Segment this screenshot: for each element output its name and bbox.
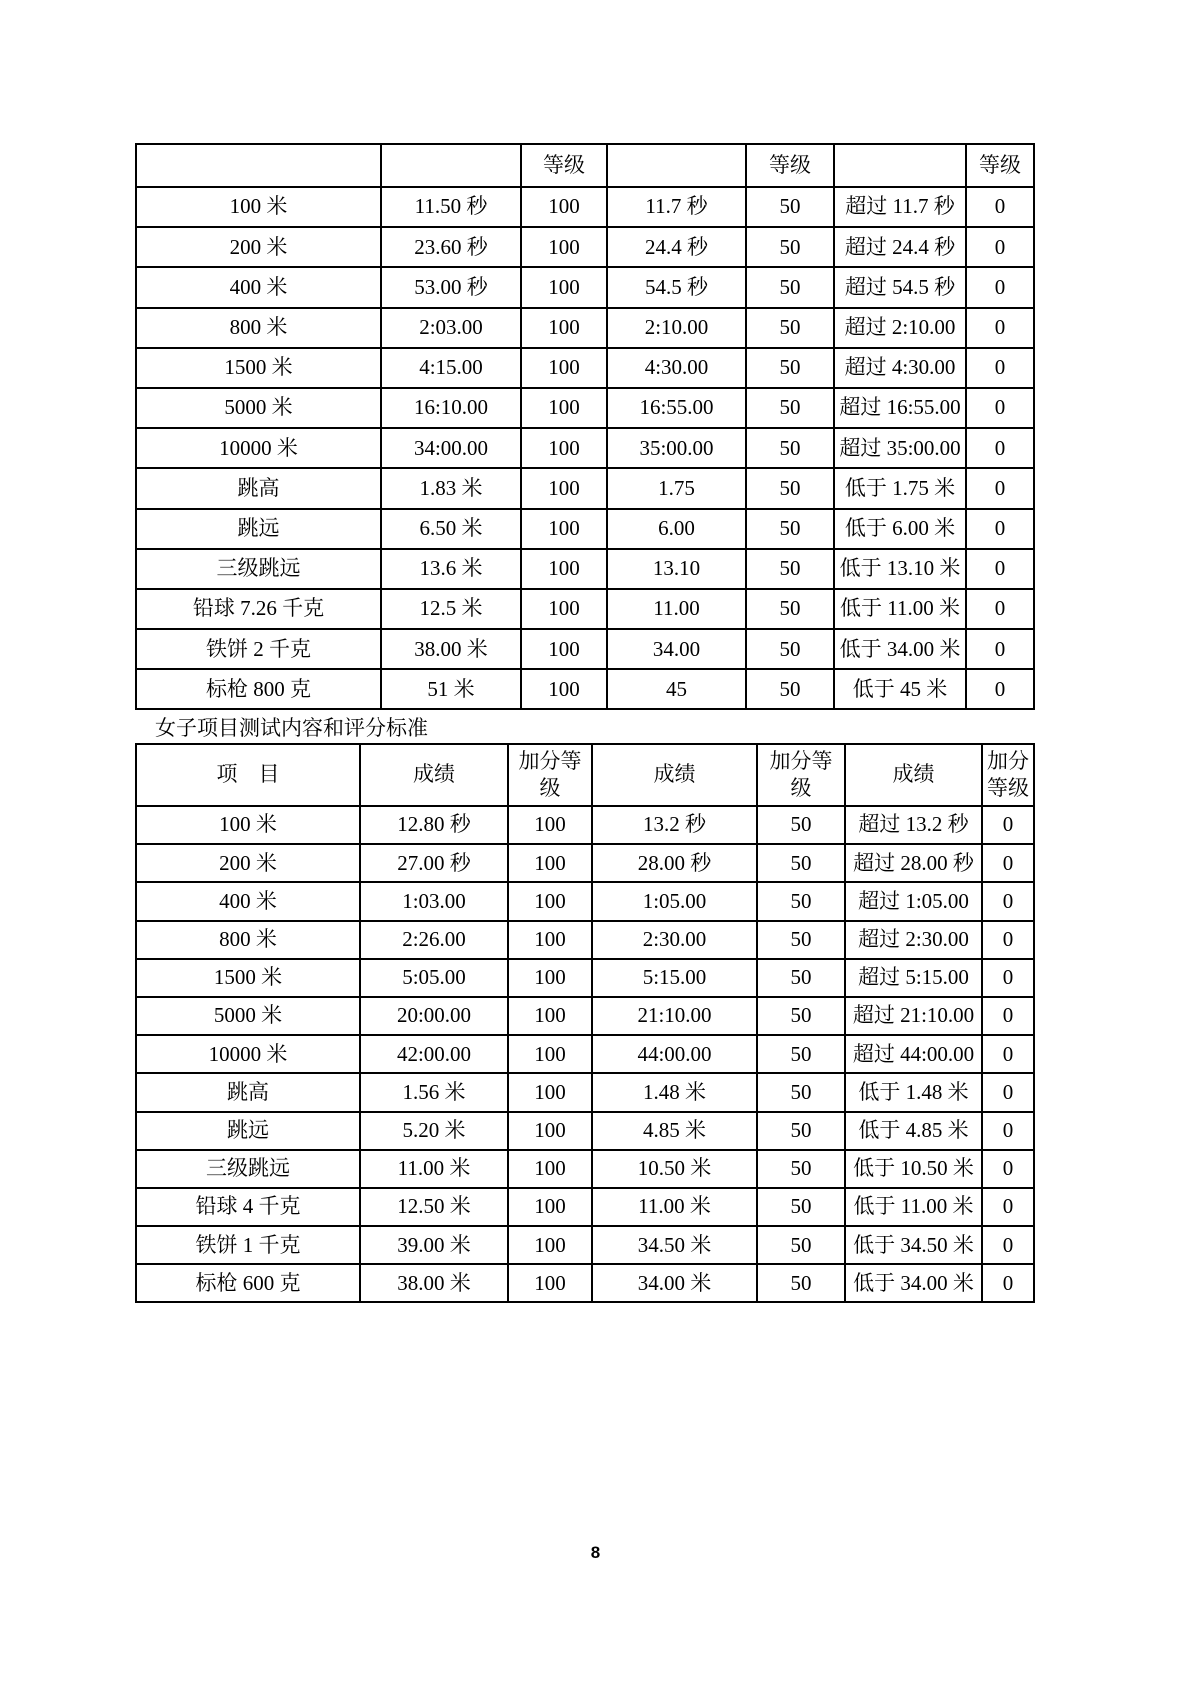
table-cell: 标枪 800 克	[136, 669, 381, 709]
header-cell: 等级	[966, 144, 1034, 187]
table-cell: 11.50 秒	[381, 187, 521, 227]
table-cell: 超过 13.2 秒	[845, 806, 982, 844]
table-cell: 38.00 米	[381, 629, 521, 669]
table-cell: 0	[966, 468, 1034, 508]
header-cell: 加分等级	[757, 744, 845, 806]
table-cell: 12.5 米	[381, 589, 521, 629]
table-row	[136, 227, 1034, 267]
table-cell: 50	[757, 1226, 845, 1264]
table-cell: 100	[521, 308, 607, 348]
table-cell: 三级跳远	[136, 1150, 360, 1188]
table-cell: 超过 11.7 秒	[834, 187, 966, 227]
table-cell: 11.7 秒	[607, 187, 746, 227]
table-cell: 标枪 600 克	[136, 1264, 360, 1302]
women-events-score-table	[135, 743, 1035, 1303]
table-cell: 0	[966, 187, 1034, 227]
table-row	[136, 629, 1034, 669]
table-cell: 51 米	[381, 669, 521, 709]
table-cell: 低于 13.10 米	[834, 549, 966, 589]
table-cell: 2:10.00	[607, 308, 746, 348]
table-cell: 16:10.00	[381, 388, 521, 428]
table-cell: 5:05.00	[360, 959, 508, 997]
table-cell: 11.00 米	[592, 1188, 757, 1226]
table-cell: 4:30.00	[607, 348, 746, 388]
table-header-row	[136, 144, 1034, 187]
table-cell: 800 米	[136, 921, 360, 959]
table-cell: 34:00.00	[381, 428, 521, 468]
table-cell: 超过 4:30.00	[834, 348, 966, 388]
table-cell: 28.00 秒	[592, 844, 757, 882]
table-cell: 50	[746, 267, 834, 307]
table-cell: 50	[757, 1073, 845, 1111]
table-cell: 0	[966, 308, 1034, 348]
table-cell: 0	[982, 997, 1034, 1035]
table-cell: 50	[757, 882, 845, 920]
table-cell: 50	[746, 549, 834, 589]
table-cell: 1.48 米	[592, 1073, 757, 1111]
table-cell: 42:00.00	[360, 1035, 508, 1073]
table-cell: 50	[746, 227, 834, 267]
men-events-score-table	[135, 143, 1035, 710]
table-cell: 1500 米	[136, 959, 360, 997]
table-cell: 16:55.00	[607, 388, 746, 428]
table-cell: 0	[982, 1188, 1034, 1226]
page-number: 8	[590, 1543, 601, 1562]
table-cell: 0	[982, 1112, 1034, 1150]
table-cell: 低于 1.75 米	[834, 468, 966, 508]
table-row	[136, 428, 1034, 468]
table-cell: 超过 28.00 秒	[845, 844, 982, 882]
table-cell: 1500 米	[136, 348, 381, 388]
table-cell: 100	[521, 227, 607, 267]
table-header-row	[136, 744, 1034, 806]
table-row	[136, 388, 1034, 428]
table-cell: 100	[521, 549, 607, 589]
table-cell: 20:00.00	[360, 997, 508, 1035]
table-cell: 50	[746, 589, 834, 629]
table-cell: 100 米	[136, 187, 381, 227]
header-cell: 成绩	[592, 744, 757, 806]
table-cell: 100	[508, 959, 592, 997]
table-cell: 21:10.00	[592, 997, 757, 1035]
table-cell: 200 米	[136, 844, 360, 882]
table-cell: 低于 34.00 米	[845, 1264, 982, 1302]
table-cell: 低于 34.00 米	[834, 629, 966, 669]
table-cell: 0	[966, 549, 1034, 589]
table-cell: 0	[982, 1264, 1034, 1302]
table-cell: 100	[508, 1035, 592, 1073]
table-cell: 0	[966, 348, 1034, 388]
women-section-heading: 女子项目测试内容和评分标准	[155, 716, 428, 740]
table-cell: 低于 10.50 米	[845, 1150, 982, 1188]
table-cell: 800 米	[136, 308, 381, 348]
table-cell: 1.56 米	[360, 1073, 508, 1111]
table-row	[136, 549, 1034, 589]
table-cell: 11.00	[607, 589, 746, 629]
table-cell: 0	[982, 806, 1034, 844]
table-row	[136, 921, 1034, 959]
table-cell: 50	[746, 509, 834, 549]
table-cell: 100	[508, 997, 592, 1035]
header-cell	[607, 144, 746, 187]
table-cell: 0	[982, 844, 1034, 882]
table-cell: 跳远	[136, 509, 381, 549]
table-cell: 35:00.00	[607, 428, 746, 468]
table-cell: 12.80 秒	[360, 806, 508, 844]
table-cell: 0	[966, 428, 1034, 468]
table-cell: 100	[521, 388, 607, 428]
table-cell: 0	[966, 509, 1034, 549]
table-cell: 低于 11.00 米	[834, 589, 966, 629]
table-cell: 6.50 米	[381, 509, 521, 549]
table-cell: 超过 54.5 秒	[834, 267, 966, 307]
table-cell: 跳高	[136, 468, 381, 508]
table-cell: 100	[508, 1188, 592, 1226]
table-cell: 100	[508, 806, 592, 844]
table-row	[136, 308, 1034, 348]
table-cell: 12.50 米	[360, 1188, 508, 1226]
table-cell: 34.00 米	[592, 1264, 757, 1302]
table-cell: 2:03.00	[381, 308, 521, 348]
table-cell: 11.00 米	[360, 1150, 508, 1188]
table-cell: 0	[982, 1035, 1034, 1073]
header-cell	[136, 144, 381, 187]
table-cell: 1.75	[607, 468, 746, 508]
table-cell: 50	[757, 997, 845, 1035]
table-cell: 4.85 米	[592, 1112, 757, 1150]
table-cell: 超过 5:15.00	[845, 959, 982, 997]
table-cell: 100	[521, 509, 607, 549]
table-cell: 50	[746, 308, 834, 348]
table-cell: 100	[508, 1112, 592, 1150]
table-cell: 铅球 7.26 千克	[136, 589, 381, 629]
table-cell: 跳远	[136, 1112, 360, 1150]
table-cell: 低于 45 米	[834, 669, 966, 709]
table-cell: 24.4 秒	[607, 227, 746, 267]
table-cell: 0	[982, 1226, 1034, 1264]
table-cell: 100	[508, 882, 592, 920]
table-cell: 6.00	[607, 509, 746, 549]
table-row	[136, 959, 1034, 997]
table-cell: 50	[757, 1264, 845, 1302]
table-cell: 三级跳远	[136, 549, 381, 589]
table-row	[136, 589, 1034, 629]
table-cell: 45	[607, 669, 746, 709]
table-cell: 铅球 4 千克	[136, 1188, 360, 1226]
table-cell: 100	[521, 629, 607, 669]
table-cell: 0	[966, 267, 1034, 307]
table-cell: 超过 35:00.00	[834, 428, 966, 468]
header-cell: 成绩	[360, 744, 508, 806]
table-cell: 100	[508, 1226, 592, 1264]
table-cell: 100	[521, 468, 607, 508]
table-cell: 5:15.00	[592, 959, 757, 997]
table-cell: 100	[521, 669, 607, 709]
table-cell: 1:03.00	[360, 882, 508, 920]
table-cell: 39.00 米	[360, 1226, 508, 1264]
table-row	[136, 187, 1034, 227]
table-cell: 100	[521, 589, 607, 629]
table-cell: 5.20 米	[360, 1112, 508, 1150]
table-cell: 100	[508, 1264, 592, 1302]
table-cell: 低于 6.00 米	[834, 509, 966, 549]
table-cell: 44:00.00	[592, 1035, 757, 1073]
table-cell: 2:26.00	[360, 921, 508, 959]
table-row	[136, 997, 1034, 1035]
table-cell: 0	[966, 227, 1034, 267]
table-cell: 0	[966, 388, 1034, 428]
table-cell: 0	[966, 629, 1034, 669]
table-row	[136, 882, 1034, 920]
table-cell: 200 米	[136, 227, 381, 267]
table-cell: 50	[757, 1150, 845, 1188]
header-cell: 成绩	[845, 744, 982, 806]
table-cell: 0	[966, 589, 1034, 629]
table-cell: 10000 米	[136, 428, 381, 468]
table-cell: 跳高	[136, 1073, 360, 1111]
table-cell: 50	[746, 388, 834, 428]
table-row	[136, 1112, 1034, 1150]
table-row	[136, 509, 1034, 549]
header-cell: 加分等级	[508, 744, 592, 806]
table-cell: 0	[982, 1150, 1034, 1188]
table-row	[136, 1188, 1034, 1226]
table-cell: 50	[746, 428, 834, 468]
table-row	[136, 1264, 1034, 1302]
table-cell: 100	[508, 1150, 592, 1188]
table-cell: 50	[757, 1112, 845, 1150]
table-cell: 0	[966, 669, 1034, 709]
header-cell	[834, 144, 966, 187]
table-cell: 27.00 秒	[360, 844, 508, 882]
table-row	[136, 267, 1034, 307]
table-cell: 50	[757, 1035, 845, 1073]
header-cell	[381, 144, 521, 187]
table-row	[136, 806, 1034, 844]
table-cell: 13.2 秒	[592, 806, 757, 844]
table-cell: 50	[746, 187, 834, 227]
table-cell: 50	[757, 844, 845, 882]
table-cell: 1.83 米	[381, 468, 521, 508]
table-cell: 34.50 米	[592, 1226, 757, 1264]
table-cell: 低于 11.00 米	[845, 1188, 982, 1226]
table-cell: 超过 2:10.00	[834, 308, 966, 348]
header-cell: 等级	[521, 144, 607, 187]
table-row	[136, 844, 1034, 882]
table-cell: 50	[746, 348, 834, 388]
table-cell: 0	[982, 921, 1034, 959]
table-cell: 超过 16:55.00	[834, 388, 966, 428]
table-cell: 13.6 米	[381, 549, 521, 589]
table-cell: 23.60 秒	[381, 227, 521, 267]
table-cell: 低于 34.50 米	[845, 1226, 982, 1264]
table-cell: 50	[746, 629, 834, 669]
table-row	[136, 468, 1034, 508]
table-cell: 超过 44:00.00	[845, 1035, 982, 1073]
table-cell: 10000 米	[136, 1035, 360, 1073]
header-cell: 等级	[746, 144, 834, 187]
table-cell: 4:15.00	[381, 348, 521, 388]
table-cell: 超过 21:10.00	[845, 997, 982, 1035]
table-cell: 38.00 米	[360, 1264, 508, 1302]
table-cell: 50	[757, 806, 845, 844]
table-cell: 100	[521, 428, 607, 468]
table-cell: 50	[746, 669, 834, 709]
table-cell: 100	[521, 348, 607, 388]
table-cell: 50	[757, 1188, 845, 1226]
table-cell: 铁饼 2 千克	[136, 629, 381, 669]
table-cell: 100	[521, 187, 607, 227]
table-cell: 400 米	[136, 882, 360, 920]
table-row	[136, 348, 1034, 388]
table-cell: 低于 4.85 米	[845, 1112, 982, 1150]
table-cell: 400 米	[136, 267, 381, 307]
table-cell: 0	[982, 882, 1034, 920]
table-cell: 0	[982, 959, 1034, 997]
table-cell: 超过 1:05.00	[845, 882, 982, 920]
table-row	[136, 1073, 1034, 1111]
table-cell: 34.00	[607, 629, 746, 669]
table-cell: 铁饼 1 千克	[136, 1226, 360, 1264]
table-cell: 100	[508, 844, 592, 882]
table-row	[136, 1226, 1034, 1264]
table-cell: 超过 24.4 秒	[834, 227, 966, 267]
table-cell: 100 米	[136, 806, 360, 844]
table-row	[136, 1150, 1034, 1188]
table-cell: 5000 米	[136, 388, 381, 428]
table-row	[136, 669, 1034, 709]
table-cell: 1:05.00	[592, 882, 757, 920]
table-cell: 0	[982, 1073, 1034, 1111]
table-cell: 2:30.00	[592, 921, 757, 959]
table-cell: 53.00 秒	[381, 267, 521, 307]
table-cell: 超过 2:30.00	[845, 921, 982, 959]
table-cell: 13.10	[607, 549, 746, 589]
table-cell: 10.50 米	[592, 1150, 757, 1188]
table-cell: 低于 1.48 米	[845, 1073, 982, 1111]
header-cell: 加分等级	[982, 744, 1034, 806]
table-cell: 50	[757, 959, 845, 997]
table-cell: 5000 米	[136, 997, 360, 1035]
table-cell: 50	[757, 921, 845, 959]
header-cell: 项 目	[136, 744, 360, 806]
table-row	[136, 1035, 1034, 1073]
table-cell: 54.5 秒	[607, 267, 746, 307]
table-cell: 50	[746, 468, 834, 508]
table-cell: 100	[521, 267, 607, 307]
table-cell: 100	[508, 921, 592, 959]
table-cell: 100	[508, 1073, 592, 1111]
